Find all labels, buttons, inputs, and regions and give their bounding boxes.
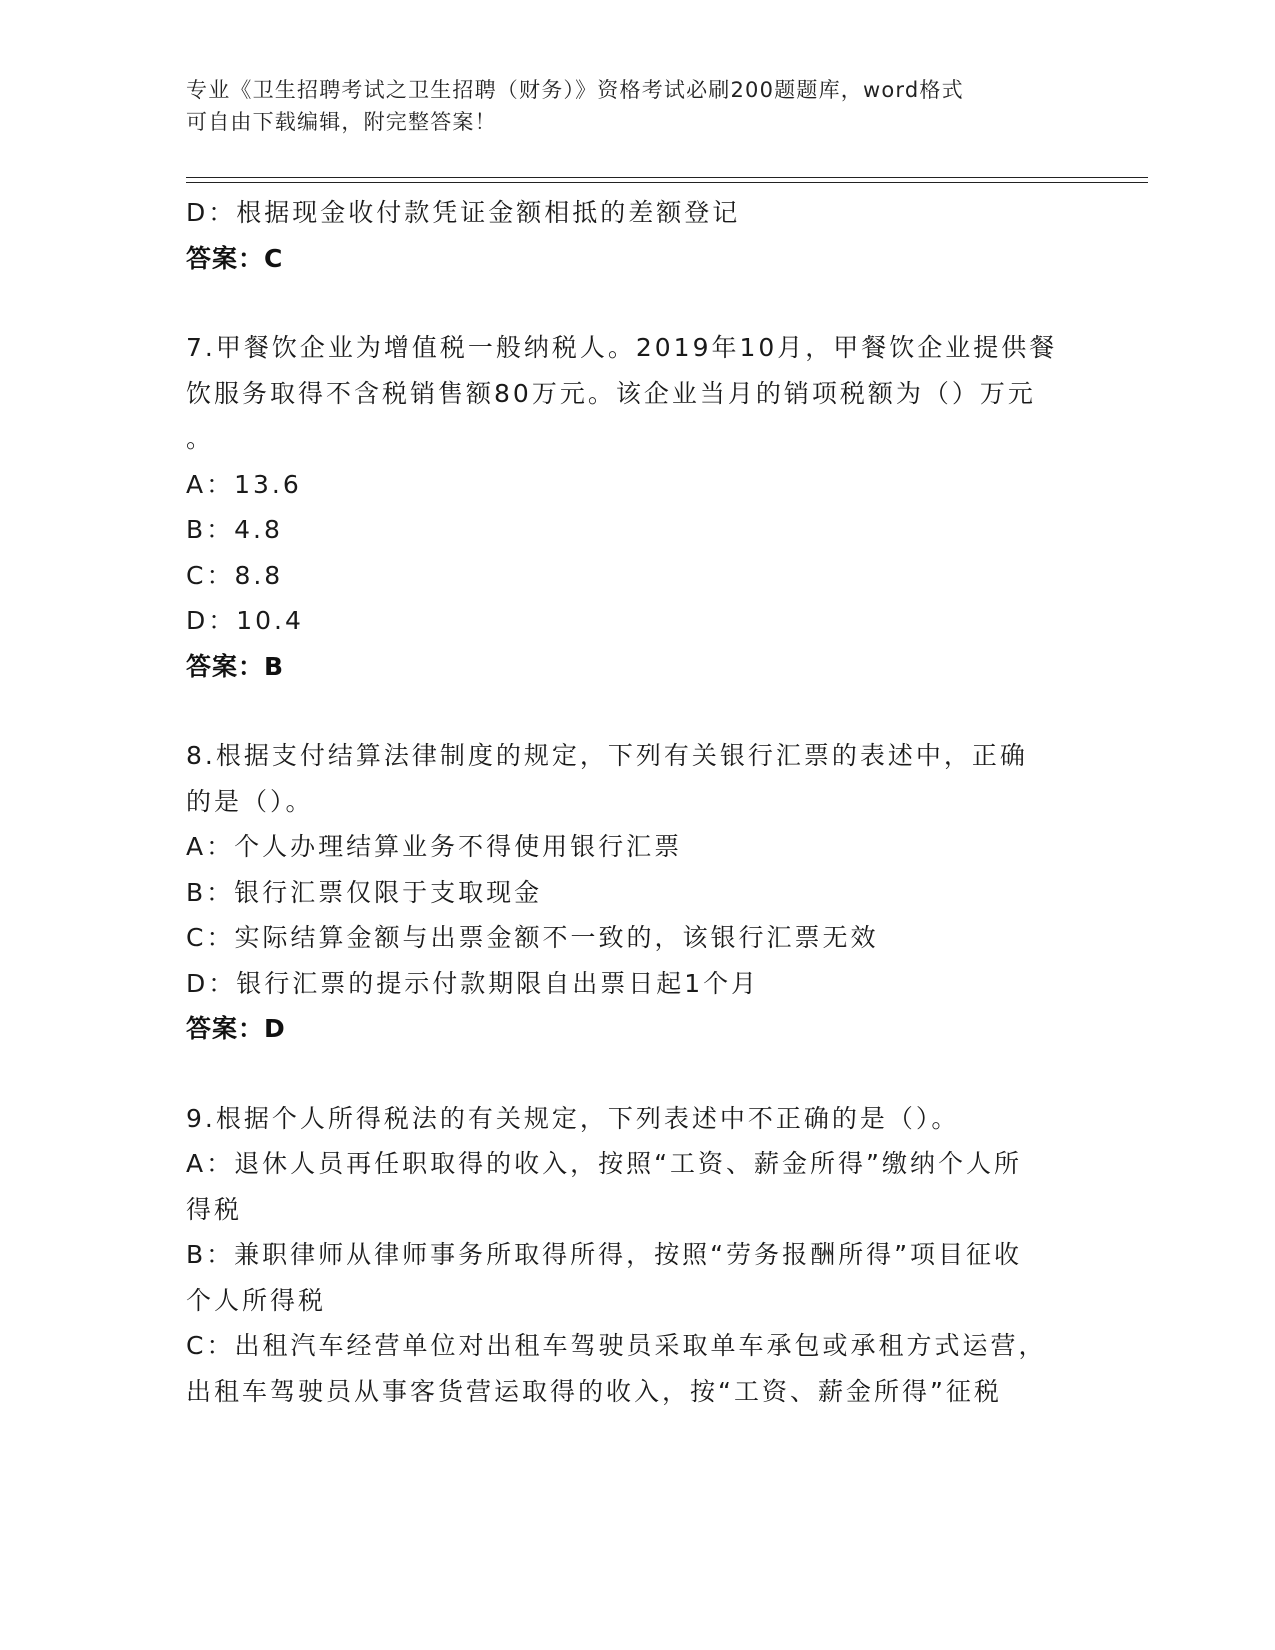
question-stem-line: 8.根据支付结算法律制度的规定，下列有关银行汇票的表述中，正确	[186, 741, 1028, 770]
previous-question-tail	[186, 190, 1076, 281]
question-8	[186, 733, 1076, 1052]
document-body	[186, 190, 1076, 1414]
question-stem-line: 的是（）。	[186, 786, 314, 816]
page-header	[186, 74, 1066, 138]
answer-line: 答案：B	[186, 651, 285, 681]
header-divider	[186, 177, 1148, 183]
header-line-1: 专业《卫生招聘考试之卫生招聘（财务）》资格考试必刷200题题库，word格式	[186, 78, 964, 102]
question-stem-line: 饮服务取得不含税销售额80万元。该企业当月的销项税额为（）万元	[186, 378, 1036, 408]
option-b: B：银行汇票仅限于支取现金	[186, 877, 543, 907]
option-b: B：兼职律师从律师事务所取得所得，按照“劳务报酬所得”项目征收	[186, 1240, 1023, 1269]
option-b-continued: 个人所得税	[186, 1285, 327, 1315]
question-stem-line: 。	[186, 424, 215, 453]
option-d: D：10.4	[186, 606, 304, 635]
option-a-continued: 得税	[186, 1194, 243, 1224]
option-c: C：实际结算金额与出票金额不一致的，该银行汇票无效	[186, 923, 879, 952]
question-7	[186, 325, 1076, 689]
question-stem-line: 7.甲餐饮企业为增值税一般纳税人。2019年10月，甲餐饮企业提供餐	[186, 333, 1058, 362]
option-d: D：银行汇票的提示付款期限自出票日起1个月	[186, 968, 760, 998]
option-a: A：个人办理结算业务不得使用银行汇票	[186, 832, 683, 861]
option-c: C：8.8	[186, 560, 284, 590]
option-c-continued: 出租车驾驶员从事客货营运取得的收入，按“工资、薪金所得”征税	[186, 1376, 1002, 1406]
spacer	[186, 1052, 1076, 1096]
question-stem-line: 9.根据个人所得税法的有关规定，下列表述中不正确的是（）。	[186, 1103, 960, 1133]
option-b: B：4.8	[186, 515, 283, 544]
question-9	[186, 1096, 1076, 1415]
option-a: A：13.6	[186, 469, 302, 499]
option-a: A：退休人员再任职取得的收入，按照“工资、薪金所得”缴纳个人所	[186, 1149, 1023, 1178]
answer-line: 答案：C	[186, 243, 284, 273]
option-d: D：根据现金收付款凭证金额相抵的差额登记	[186, 198, 741, 227]
spacer	[186, 689, 1076, 733]
option-c: C：出租汽车经营单位对出租车驾驶员采取单车承包或承租方式运营，	[186, 1331, 1047, 1360]
answer-line: 答案：D	[186, 1014, 286, 1043]
header-line-2: 可自由下载编辑，附完整答案！	[186, 110, 497, 134]
spacer	[186, 281, 1076, 325]
